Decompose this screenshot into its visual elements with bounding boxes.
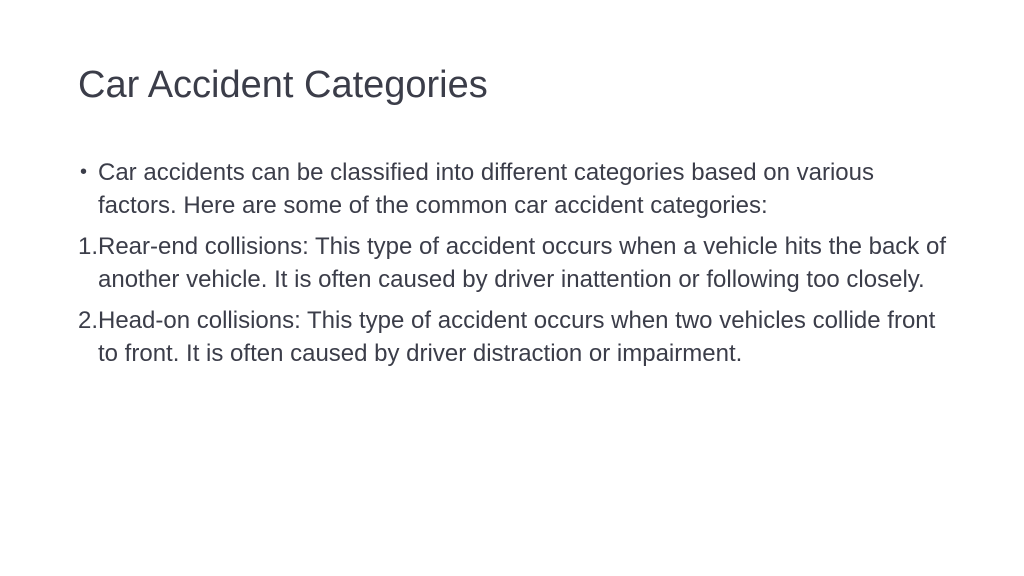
bullet-intro [78,156,948,222]
list-item-text: Head-on collisions: This type of accident occurs when two vehicles collide front to front. It is often caused by driver distraction or impairment. [98,307,936,367]
slide-body [78,156,948,378]
slide-title: Car Accident Categories [78,64,488,106]
list-item-head-on [78,304,948,370]
list-item-rear-end [78,230,948,296]
bullet-text: Car accidents can be classified into different categories based on various factors. Here are some of the common car accident categories: [98,159,875,219]
list-number: 1. [78,233,99,260]
list-number: 2. [78,307,99,334]
bullet-marker: • [80,161,88,183]
list-item-text: Rear-end collisions: This type of accident occurs when a vehicle hits the back of another vehicle. It is often caused by driver inattention or following too closely. [98,233,946,293]
